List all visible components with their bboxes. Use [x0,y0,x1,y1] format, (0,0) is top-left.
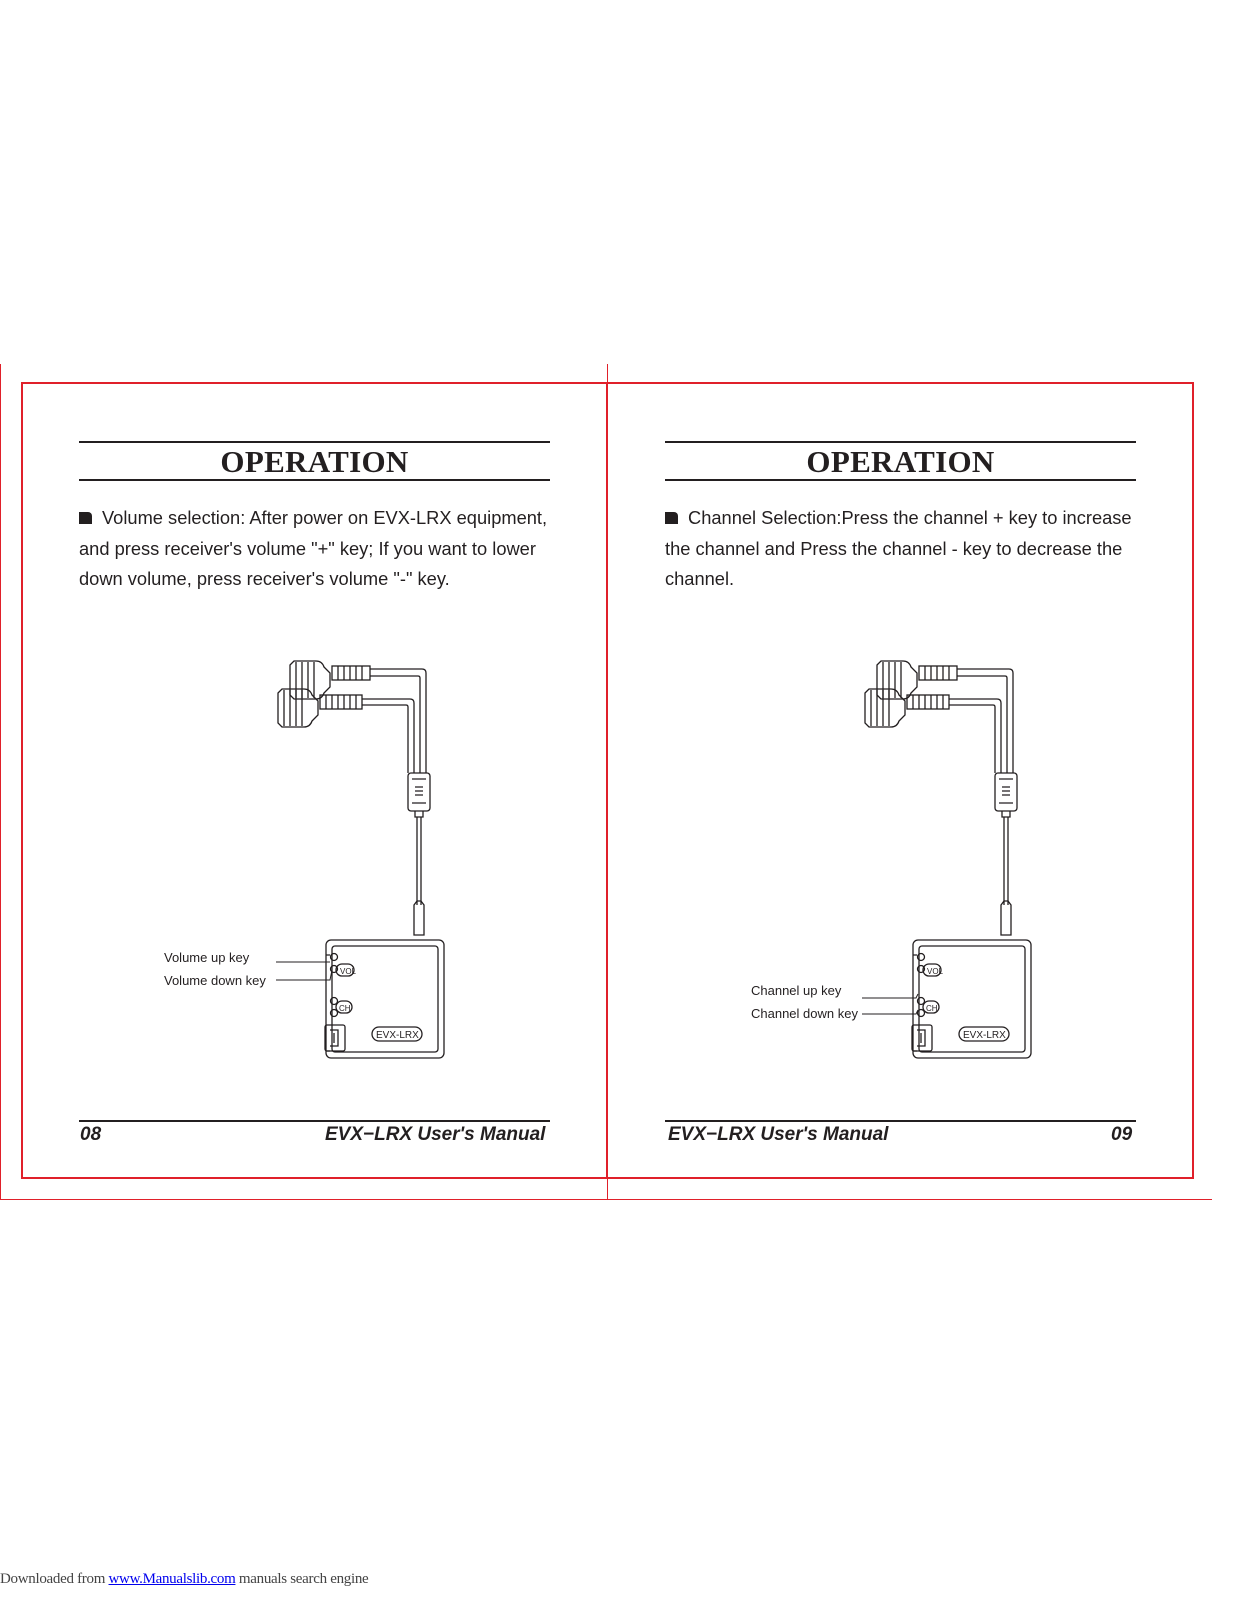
bullet-icon [79,512,92,524]
left-page-number: 08 [80,1124,102,1145]
left-page-title: OPERATION [220,444,409,479]
audio-connector-lower [865,689,1001,773]
audio-connector-upper [290,661,426,773]
right-label-down: Channel down key [751,1006,858,1021]
left-instruction-text: Volume selection: After power on EVX-LRX equipment, and press receiver's volume "+" key; If you want to lower down volume, press receiver's volume "-" key. [79,507,548,589]
audio-connector-upper [877,661,1013,773]
left-manual-name: EVX−LRX User's Manual [325,1124,546,1145]
trim-line-left [0,364,1,1200]
right-title-rule-bottom [665,479,1136,481]
right-manual-name: EVX−LRX User's Manual [668,1124,889,1145]
bullet-icon [665,512,678,524]
right-ch-button-label: CH [926,1004,938,1013]
left-label-up: Volume up key [164,950,250,965]
download-suffix: manuals search engine [238,1571,369,1587]
left-leader-lines [270,950,340,990]
left-title-rule-bottom [79,479,550,481]
trim-line-bottom [0,1199,1212,1200]
left-footer-rule [79,1120,550,1122]
right-leader-lines [858,990,928,1030]
right-footer-rule [665,1120,1136,1122]
right-instruction-paragraph [665,503,1143,595]
left-label-down: Volume down key [164,973,266,988]
left-ch-button-label: CH [339,1004,351,1013]
right-instruction-text: Channel Selection:Press the channel + key to increase the channel and Press the channel - key to decrease the channel. [665,507,1132,589]
right-vol-button-label: VOL [927,967,944,976]
right-device-name-label: EVX-LRX [963,1030,1006,1041]
right-label-up: Channel up key [751,983,842,998]
manualslib-link[interactable]: www.Manualslib.com [108,1571,236,1587]
audio-connector-lower [278,689,414,773]
left-instruction-paragraph [79,503,557,595]
page-divider [606,382,608,1179]
left-device-name-label: EVX-LRX [376,1030,419,1041]
left-receiver-diagram [270,655,450,1065]
left-vol-button-label: VOL [340,967,357,976]
download-prefix: Downloaded from [0,1571,106,1587]
right-page-number: 09 [1111,1124,1133,1145]
right-page-title: OPERATION [806,444,995,479]
download-footer [0,1571,368,1588]
